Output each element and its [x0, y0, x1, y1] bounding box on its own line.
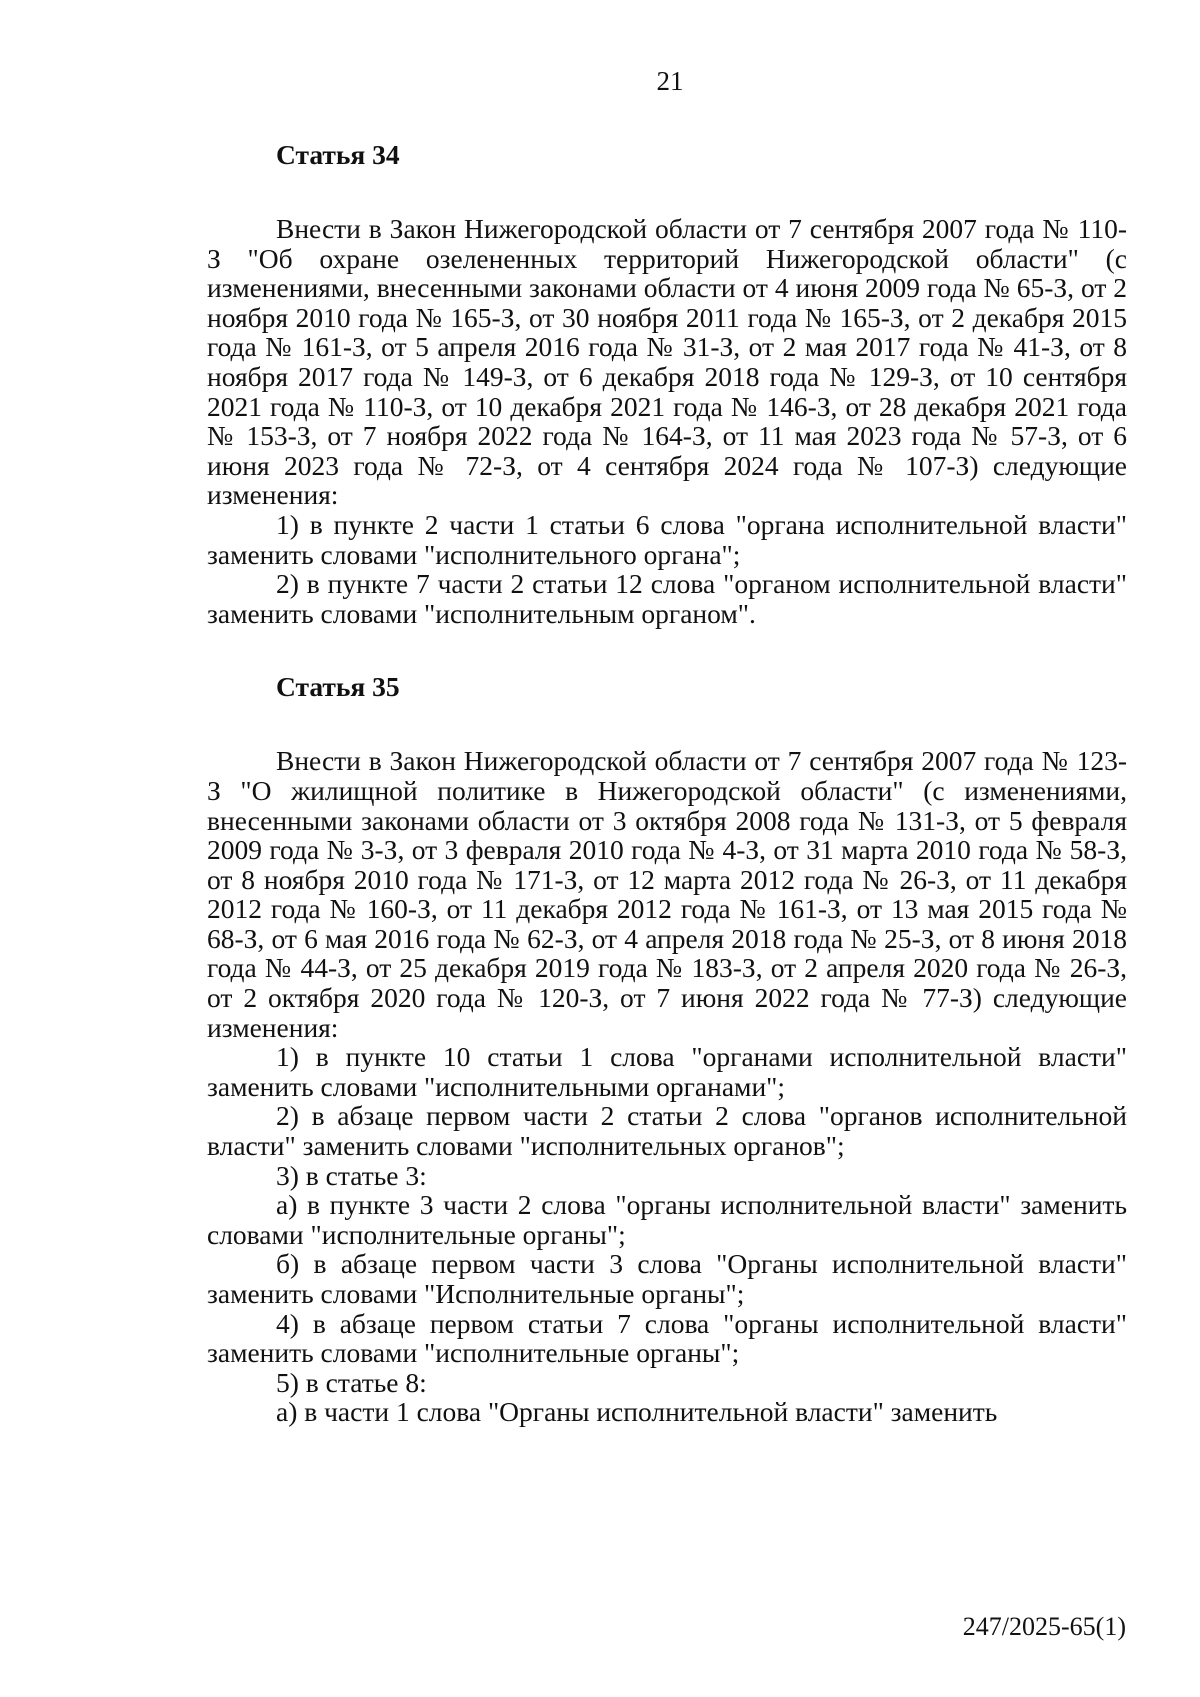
article-35-heading: Статья 35 [276, 671, 400, 703]
article-35-item-1: 1) в пункте 10 статьи 1 слова "органами исполнительной власти" заменить словами "исполнительными органами"; [207, 1041, 1127, 1102]
article-34-item-2: 2) в пункте 7 части 2 статьи 12 слова "органом исполнительной власти" заменить словами "исполнительным органом". [207, 568, 1127, 629]
article-35-item-5: 5) в статье 8: [276, 1366, 427, 1398]
document-body [207, 140, 1127, 1427]
article-34-intro: Внести в Закон Нижегородской области от 7 сентября 2007 года № 110-З "Об охране озелененных территорий Нижегородской области" (с изменениями, внесенными законами области от 4 июня 2009 года № 65-З, от 2 ноября 2010 года № 165-З, от 30 ноября 2011 года № 165-З, от 2 декабря 2015 года № 161-З, от 5 апреля 2016 года № 31-З, от 2 мая 2017 года № 41-З, от 8 ноября 2017 года № 149-З, от 6 декабря 2018 года № 129-З, от 10 сентября 2021 года № 110-З, от 10 декабря 2021 года № 146-З, от 28 декабря 2021 года № 153-З, от 7 ноября 2022 года № 164-З, от 11 мая 2023 года № 57-З, от 6 июня 2023 года № 72-З, от 4 сентября 2024 года № 107-З) следующие изменения: [207, 213, 1127, 511]
document-code: 247/2025-65(1) [962, 1612, 1126, 1641]
article-35-item-4: 4) в абзаце первом статьи 7 слова "органы исполнительной власти" заменить словами "исполнительные органы"; [207, 1307, 1127, 1369]
page-number: 21 [656, 66, 684, 96]
article-35-item-2: 2) в абзаце первом части 2 статьи 2 слова "органов исполнительной власти" заменить словами "исполнительных органов"; [207, 1100, 1127, 1162]
article-34-item-1: 1) в пункте 2 части 1 статьи 6 слова "органа исполнительной власти" заменить словами "исполнительного органа"; [207, 508, 1127, 570]
article-34-heading: Статья 34 [276, 139, 400, 170]
article-35-item-3a: а) в пункте 3 части 2 слова "органы исполнительной власти" заменить словами "исполнительные органы"; [207, 1189, 1127, 1250]
article-35 [207, 672, 1127, 1427]
article-35-item-3: 3) в статье 3: [276, 1159, 427, 1191]
article-35-intro: Внести в Закон Нижегородской области от 7 сентября 2007 года № 123-З "О жилищной политике в Нижегородской области" (с изменениями, внесенными законами области от 3 октября 2008 года № 131-З, от 5 февраля 2009 года № 3-З, от 3 февраля 2010 года № 4-З, от 31 марта 2010 года № 58-З, от 8 ноября 2010 года № 171-З, от 12 марта 2012 года № 26-З, от 11 декабря 2012 года № 160-З, от 11 декабря 2012 года № 161-З, от 13 мая 2015 года № 68-З, от 6 мая 2016 года № 62-З, от 4 апреля 2018 года № 25-З, от 8 июня 2018 года № 44-З, от 25 декабря 2019 года № 183-З, от 2 апреля 2020 года № 26-З, от 2 октября 2020 года № 120-З, от 7 июня 2022 года № 77-З) следующие изменения: [207, 745, 1127, 1043]
article-35-item-5a: а) в части 1 слова "Органы исполнительной власти" заменить [276, 1396, 998, 1428]
article-35-item-3b: б) в абзаце первом части 3 слова "Органы исполнительной власти" заменить словами "Исполнительные органы"; [207, 1248, 1127, 1309]
article-34 [207, 140, 1127, 628]
